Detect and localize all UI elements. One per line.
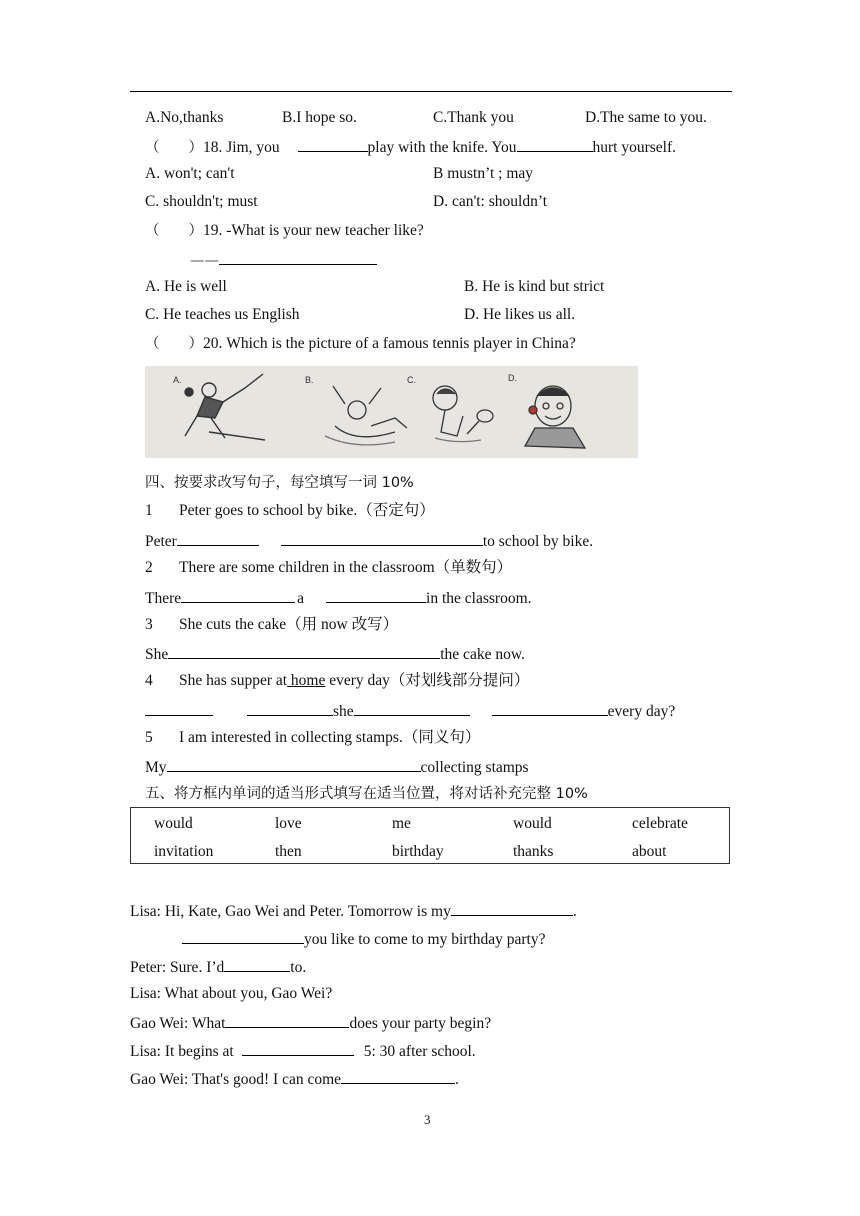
answer-blank[interactable] [517, 136, 593, 152]
word-bank-item: would [154, 815, 193, 832]
word-bank-item: then [275, 843, 302, 860]
item-prompt: She cuts the cake（用 now 改写） [179, 616, 399, 633]
dialogue-text: Gao Wei: What [130, 1015, 226, 1032]
answer-blank[interactable] [281, 530, 483, 546]
word-bank-item: birthday [392, 843, 444, 860]
word-bank-item: would [513, 815, 552, 832]
sketch-b-icon [325, 386, 407, 445]
answer-blank[interactable] [182, 928, 304, 944]
q19-answer-line [190, 249, 377, 271]
answer-tail: collecting stamps [420, 759, 529, 776]
word-bank-item: about [632, 843, 667, 860]
q18-stem-c: hurt yourself. [592, 139, 677, 156]
underlined-word: home [287, 672, 326, 689]
q18-option-c: C. shouldn't; must [145, 193, 258, 210]
item-prompt: There are some children in the classroom（单数句） [179, 559, 513, 576]
q18-option-b: B mustn’t ; may [433, 165, 534, 182]
s4-item-5 [145, 728, 480, 748]
dialogue-text: to. [290, 959, 307, 976]
item-number: 3 [145, 616, 153, 633]
item-number: 5 [145, 729, 153, 746]
dialogue-line [130, 984, 332, 1004]
dialogue-text: does your party begin? [349, 1015, 492, 1032]
dialogue-line [130, 900, 577, 922]
answer-blank[interactable] [167, 756, 421, 772]
word-bank-box [130, 807, 730, 864]
answer-blank[interactable] [341, 1068, 455, 1084]
s4-answer-2 [145, 587, 532, 609]
answer-paren: （ ） [145, 336, 203, 352]
q18-option-d: D. can't: shouldn’t [433, 193, 548, 210]
dialogue-text: . [572, 903, 577, 920]
q20-stem [145, 334, 576, 354]
s4-answer-4 [145, 700, 675, 722]
dialogue-line [130, 1012, 491, 1034]
q17-option-c: C.Thank you [433, 109, 514, 126]
answer-blank[interactable] [168, 643, 440, 659]
answer-lead: There [145, 590, 182, 607]
answer-lead: She [145, 646, 169, 663]
dialogue-line [130, 1040, 476, 1062]
q17-option-a: A.No,thanks [145, 109, 224, 126]
dialogue-line [182, 928, 545, 950]
item-prompt-a: She has supper at [179, 672, 288, 689]
answer-blank[interactable] [247, 700, 333, 716]
answer-blank[interactable] [224, 956, 290, 972]
item-number: 1 [145, 502, 153, 519]
answer-tail: every day? [607, 703, 676, 720]
item-number: 4 [145, 672, 153, 689]
answer-tail: the cake now. [440, 646, 525, 663]
sketch-a-icon [185, 374, 265, 440]
answer-dash: —— [190, 253, 219, 269]
dialogue-text: you like to come to my birthday party? [304, 931, 546, 948]
sketch-d-icon [525, 386, 585, 448]
answer-blank[interactable] [177, 530, 259, 546]
pic-label-d: D. [508, 373, 517, 383]
section4-title: 四、按要求改写句子，每空填写一词 10% [145, 475, 414, 491]
dialogue-text: 5: 30 after school. [363, 1043, 476, 1060]
q20-stem-text: 20. Which is the picture of a famous tennis player in China? [203, 335, 576, 352]
dialogue-text: Lisa: It begins at [130, 1043, 234, 1060]
q17-option-d: D.The same to you. [585, 109, 707, 126]
pic-label-c: C. [407, 375, 416, 385]
s4-item-3 [145, 615, 398, 635]
answer-lead: Peter [145, 533, 177, 550]
word-bank-item: celebrate [632, 815, 688, 832]
q18-stem-b: play with the knife. You [367, 139, 517, 156]
dialogue-line [130, 1068, 459, 1090]
word-bank-item: invitation [154, 843, 214, 860]
q18-option-a: A. won't; can't [145, 165, 235, 182]
item-number: 2 [145, 559, 153, 576]
answer-blank[interactable] [451, 900, 573, 916]
word-bank-item: thanks [513, 843, 554, 860]
s4-item-1 [145, 501, 435, 521]
answer-blank[interactable] [219, 249, 377, 265]
q19-stem [145, 221, 424, 241]
s4-item-4 [145, 671, 529, 691]
header-rule [130, 91, 732, 92]
dialogue-text: Peter: Sure. I’d [130, 959, 225, 976]
dialogue-text: Lisa: What about you, Gao Wei? [130, 985, 333, 1002]
q19-option-d: D. He likes us all. [464, 306, 576, 323]
pic-label-b: B. [305, 375, 314, 385]
answer-mid: she [333, 703, 354, 720]
q19-option-c: C. He teaches us English [145, 306, 300, 323]
dialogue-line [130, 956, 306, 978]
dialogue-text: . [455, 1071, 459, 1088]
answer-tail: in the classroom. [426, 590, 532, 607]
answer-mid: a [297, 590, 305, 607]
s4-answer-5 [145, 756, 529, 778]
q19-stem-text: 19. -What is your new teacher like? [203, 222, 424, 239]
word-bank-item: me [392, 815, 411, 832]
answer-blank[interactable] [354, 700, 470, 716]
word-bank-item: love [275, 815, 302, 832]
item-prompt-b: every day（对划线部分提问） [325, 672, 530, 689]
answer-blank[interactable] [145, 700, 213, 716]
answer-blank[interactable] [181, 587, 295, 603]
s4-answer-1 [145, 530, 593, 552]
s4-item-2 [145, 558, 512, 578]
q19-option-b: B. He is kind but strict [464, 278, 605, 295]
q18-stem-a: 18. Jim, you [203, 139, 280, 156]
s4-answer-3 [145, 643, 525, 665]
item-prompt: Peter goes to school by bike.（否定句） [179, 502, 435, 519]
answer-paren: （ ） [145, 223, 203, 239]
answer-blank[interactable] [326, 587, 426, 603]
answer-blank[interactable] [298, 136, 368, 152]
answer-tail: to school by bike. [482, 533, 594, 550]
q19-option-a: A. He is well [145, 278, 227, 295]
item-prompt: I am interested in collecting stamps.（同义句） [179, 729, 481, 746]
page-number: 3 [424, 1112, 431, 1127]
q18-stem [145, 136, 676, 158]
q17-option-b: B.I hope so. [282, 109, 357, 126]
answer-blank[interactable] [492, 700, 608, 716]
answer-paren: （ ） [145, 140, 203, 156]
sketch-c-icon [433, 386, 493, 442]
tennis-player-pictures [145, 366, 638, 458]
answer-blank[interactable] [225, 1012, 349, 1028]
sketch-illustrations [145, 366, 638, 458]
pic-label-a: A. [173, 375, 182, 385]
answer-blank[interactable] [242, 1040, 354, 1056]
answer-lead: My [145, 759, 167, 776]
dialogue-text: Lisa: Hi, Kate, Gao Wei and Peter. Tomorrow is my [130, 903, 451, 920]
section5-title: 五、将方框内单词的适当形式填写在适当位置，将对话补充完整 10% [145, 786, 588, 802]
dialogue-text: Gao Wei: That's good! I can come [130, 1071, 342, 1088]
